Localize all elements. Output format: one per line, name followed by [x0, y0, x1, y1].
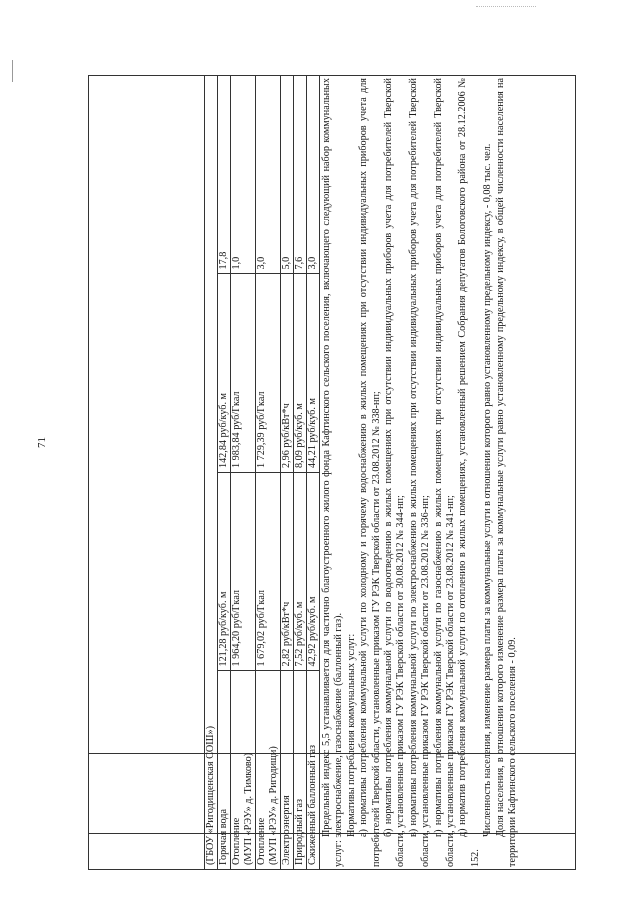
table-cell-v2: 1 983,84 руб/Гкал [231, 274, 256, 473]
cell-line: Отопление [231, 817, 242, 865]
scan-header-mark [476, 6, 536, 8]
table-cell-name [307, 671, 320, 870]
table-row [281, 76, 294, 870]
table-row [256, 76, 281, 870]
tariff-table [204, 75, 320, 870]
table-cell-v1: 7,52 руб/куб. м [294, 473, 307, 672]
paragraph: Численность населения, изменение размера платы за коммунальные услуги в отношении которого равно установленному предельному индексу, - 0,08 тыс. чел. [482, 143, 494, 837]
table-header-cell: (ГБОУ «Ригодищенская СОШ») [205, 76, 218, 870]
table-cell-v3: 3,0 [256, 76, 281, 275]
table-cell-v3: 17,8 [218, 76, 231, 275]
table-row [307, 76, 320, 870]
table-cell-v3: 1,0 [231, 76, 256, 275]
table-cell-name [294, 671, 307, 870]
cell-line: (МУП «РЭУ» д. Ригодищи) [268, 746, 279, 865]
cell-line: Отопление [256, 817, 267, 865]
table-row [294, 76, 307, 870]
table-header-row [205, 76, 218, 870]
table-row [218, 76, 231, 870]
table-cell-v3: 5,0 [281, 76, 294, 275]
rotated-page [88, 75, 576, 870]
page-number: 71 [36, 437, 48, 448]
scan-margin-mark [12, 60, 13, 82]
table-row [231, 76, 256, 870]
table-cell-name [256, 671, 281, 870]
cell-line: (МУП «РЭУ» д. Тимково) [243, 752, 254, 865]
table-cell-v3: 7,6 [294, 76, 307, 275]
paragraph: Нормативы потребления коммунальных услуг: [345, 633, 357, 837]
paragraph: г) нормативы потребления коммунальной услуги по газоснабжению в жилых помещениях при отсутствии индивидуальных приборов учета для потребителей Тверской области, установленные приказом ГУ РЭК Тверской области от 23.08.2012 № 341-нп; [432, 78, 457, 867]
cell-line: Сжиженный баллонный газ [307, 745, 318, 865]
paragraph: а) нормативы потребления коммунальной услуги по холодному и горячему водоснабжению в жилых помещениях при отсутствии индивидуальных приборов учета для потребителей Тверской области, установленные приказом ГУ РЭК Тверской области от 23.08.2012 № 338-нп; [358, 78, 382, 867]
table-cell-v1: 121,28 руб/куб. м [218, 473, 231, 672]
paragraph: б) нормативы потребления коммунальной услуги по водоотведению в жилых помещениях при отсутствии индивидуальных приборов учета для потребителей Тверской области, установленные приказом ГУ РЭК Тверской области от 30.08.2012 № 344-нп; [383, 78, 407, 867]
body-text [320, 75, 520, 870]
cell-line: Природный газ [294, 799, 305, 865]
paragraph: д) норматив потребления коммунальной услуги по отоплению в жилых помещениях, установленный решением Собрания депутатов Бологовского района от 28.12.2006 № 152. [457, 78, 481, 867]
table-cell-v1: 1 964,20 руб/Гкал [231, 473, 256, 672]
table-cell-v1: 42,92 руб/куб. м [307, 473, 320, 672]
table-cell-name [281, 671, 294, 870]
table-cell-v2: 2,96 руб/кВт*ч [281, 274, 294, 473]
cell-line: Электроэнергия [281, 795, 292, 865]
paragraph: Предельный индекс 5,5 устанавливается для частично благоустроенного жилого фонда Кафтинского сельского поселения, включающего следующий набор коммунальных услуг: электроснабжение, газоснабжение (баллонный газ). [321, 78, 345, 867]
paragraph: Доля населения, в отношении которого изменение размера платы за коммунальные услуги равно установленному предельному индексу, в общей численности населения на территории Кафтинского сельского поселения - 0,09. [494, 78, 519, 867]
cell-line: Горячая вода [218, 809, 229, 865]
table-cell-name [231, 671, 256, 870]
table-cell-v3: 3,0 [307, 76, 320, 275]
table-cell-v2: 44,21 руб/куб. м [307, 274, 320, 473]
table-cell-name [218, 671, 231, 870]
table-cell-v1: 1 679,02 руб/Гкал [256, 473, 281, 672]
table-cell-v2: 1 729,39 руб/Гкал [256, 274, 281, 473]
table-cell-v2: 142,84 руб/куб. м [218, 274, 231, 473]
document-content [204, 75, 576, 870]
table-cell-v1: 2,82 руб/кВт*ч [281, 473, 294, 672]
table-cell-v2: 8,09 руб/куб. м [294, 274, 307, 473]
paragraph: в) нормативы потребления коммунальной услуги по электроснабжению в жилых помещениях при отсутствии индивидуальных приборов учета для потребителей Тверской области, установленные приказом ГУ РЭК Тверской области от 23.08.2012 № 336-нп; [407, 78, 432, 867]
